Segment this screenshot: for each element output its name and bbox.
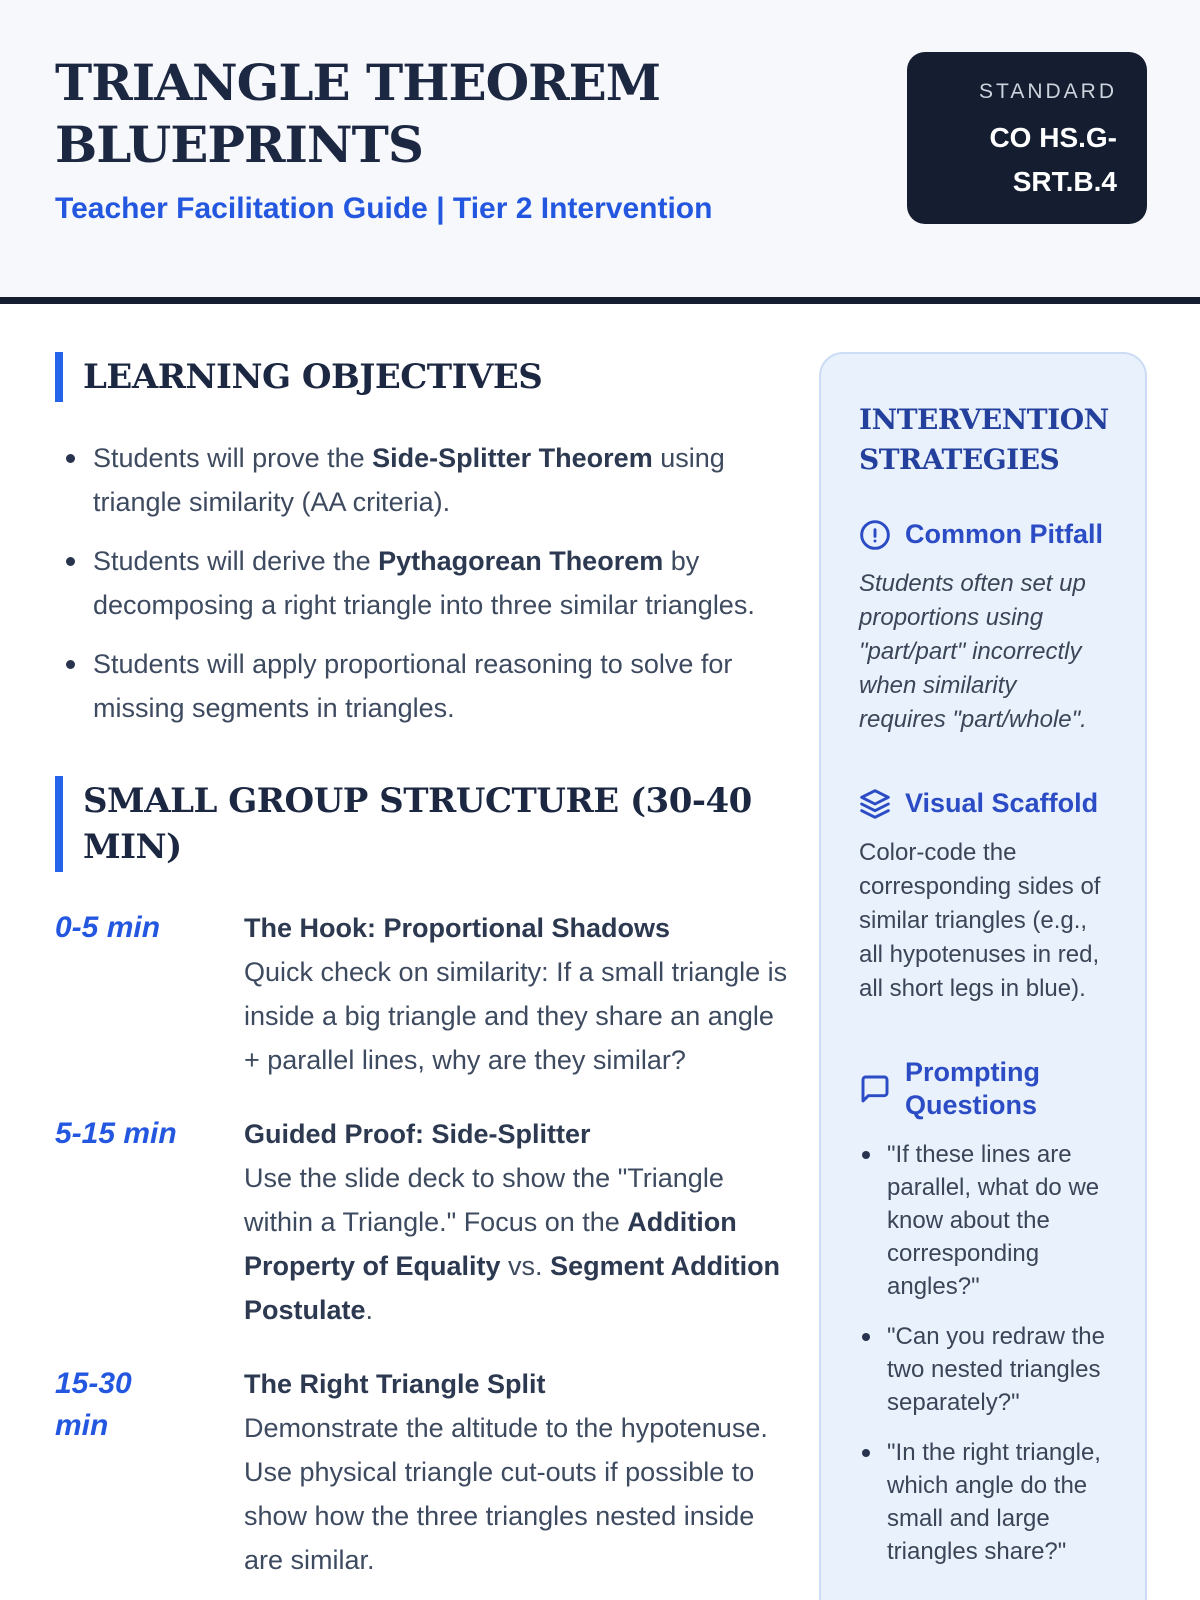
description-text: vs.: [500, 1251, 551, 1281]
heading-accent-bar: [55, 776, 63, 872]
activity-description: [244, 1406, 789, 1582]
section-heading-small-group-structure: [55, 776, 789, 872]
prompting-questions-list: [859, 1138, 1107, 1568]
intervention-sidebar: [819, 352, 1147, 1600]
list-item: [55, 642, 755, 730]
sidebar-section-label: Visual Scaffold: [905, 788, 1099, 818]
objective-text: by decomposing a right triangle into three similar triangles.: [93, 546, 755, 620]
timeline-row: [55, 906, 789, 1082]
activity-title: Guided Proof: Side-Splitter: [244, 1119, 591, 1149]
standard-code-line-1: CO HS.G-: [989, 122, 1117, 153]
learning-objectives-title: LEARNING OBJECTIVES: [83, 357, 543, 397]
objective-text: Students will prove the: [93, 443, 373, 473]
objective-text: using triangle similarity (AA criteria).: [93, 443, 725, 517]
layers-icon: [859, 788, 891, 820]
activity-title: The Right Triangle Split: [244, 1369, 546, 1399]
activity-description: [244, 1156, 789, 1332]
sidebar-section-label: Prompting Questions: [905, 1057, 1040, 1120]
alert-circle-icon: [859, 519, 891, 551]
page-header: [0, 0, 1200, 304]
scaffold-text: Color-code the corresponding sides of similar triangles (e.g., all hypotenuses in red, all short legs in blue).: [859, 839, 1101, 1002]
page-subtitle: Teacher Facilitation Guide | Tier 2 Intervention: [55, 192, 713, 225]
timeline-row: [55, 1362, 789, 1582]
sidebar-section-prompting-questions: [859, 1056, 1107, 1568]
description-bold-text: Segment Addition Postulate: [244, 1251, 781, 1325]
small-group-structure-title: SMALL GROUP STRUCTURE (30-40 MIN): [83, 781, 752, 867]
list-item: "Can you redraw the two nested triangles separately?": [859, 1320, 1107, 1419]
left-column: [55, 352, 789, 1600]
sidebar-section-header: [859, 787, 1107, 820]
timeline-time: 5-15 min: [55, 1117, 177, 1150]
sidebar-section-common-pitfall: [859, 518, 1107, 737]
list-item: [55, 436, 755, 524]
header-text-block: [55, 52, 715, 297]
timeline-content: [244, 906, 789, 1082]
objective-text: Students will apply proportional reasoning to solve for missing segments in triangles.: [93, 649, 733, 723]
heading-accent-bar: [55, 352, 63, 402]
objectives-list: [55, 436, 789, 730]
description-text: Use the slide deck to show the "Triangle within a Triangle." Focus on the: [244, 1163, 724, 1237]
description-text: Demonstrate the altitude to the hypotenuse. Use physical triangle cut-outs if possible to show how the three triangles nested inside are similar.: [244, 1413, 768, 1575]
description-text: Quick check on similarity: If a small triangle is inside a big triangle and they share an angle + parallel lines, why are they similar?: [244, 957, 788, 1075]
sidebar-section-visual-scaffold: [859, 787, 1107, 1006]
message-square-icon: [859, 1073, 891, 1105]
objective-bold-text: Side-Splitter Theorem: [372, 443, 653, 473]
sidebar-section-label: Common Pitfall: [905, 519, 1104, 549]
activity-description: [244, 950, 789, 1082]
activity-title: The Hook: Proportional Shadows: [244, 913, 671, 943]
main-content: [0, 304, 1200, 1600]
standard-badge: [907, 52, 1147, 224]
section-heading-learning-objectives: [55, 352, 789, 402]
timeline-content: [244, 1362, 789, 1582]
description-bold-text: Addition Property of Equality: [244, 1207, 737, 1281]
timeline-time: 0-5 min: [55, 911, 161, 944]
sidebar-section-header: [859, 1056, 1107, 1122]
timeline-row: [55, 1112, 789, 1332]
list-item: "If these lines are parallel, what do we know about the corresponding angles?": [859, 1138, 1107, 1303]
objective-text: Students will derive the: [93, 546, 379, 576]
standard-code-line-2: SRT.B.4: [1012, 166, 1117, 197]
timeline-content: [244, 1112, 789, 1332]
description-text: .: [365, 1295, 374, 1325]
list-item: "In the right triangle, which angle do the small and large triangles share?": [859, 1436, 1107, 1568]
sidebar-section-header: [859, 518, 1107, 551]
pitfall-text: Students often set up proportions using "part/part" incorrectly when similarity requires "part/whole".: [859, 570, 1087, 733]
page-title: TRIANGLE THEOREM BLUEPRINTS: [55, 53, 661, 174]
timeline-time: 15-30 min: [55, 1367, 132, 1442]
standard-badge-label: STANDARD: [979, 80, 1117, 103]
sidebar-title: INTERVENTION STRATEGIES: [859, 403, 1109, 476]
objective-bold-text: Pythagorean Theorem: [378, 546, 664, 576]
list-item: [55, 539, 755, 627]
